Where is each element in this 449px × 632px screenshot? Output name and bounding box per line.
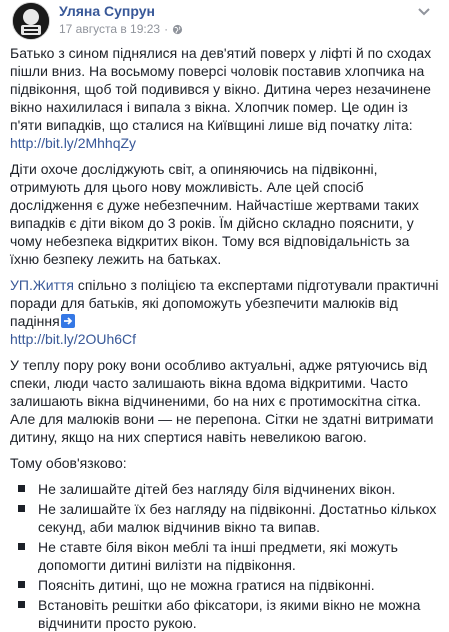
page-tag-link[interactable]: УП.Життя <box>10 277 74 293</box>
paragraph-1 <box>10 44 439 152</box>
tips-list <box>10 480 439 632</box>
paragraph-text: Діти охоче досліджують світ, а опиняючись на підвіконні, отримують для цього нову можливість. Але цей спосіб дослідження є дуже небезпечним. Найчастіше жертвами таких випадків є діти віком до 3 років. Їм дійсно складно пояснити, у чому небезпека відкритих вікон. Тому вся відповідальність за їхню безпеку лежить на батьках. <box>10 161 419 267</box>
list-item-text: Встановіть решітки або фіксатори, із якими вікно не можна відчинити просто рукою. <box>38 597 421 631</box>
paragraph-5 <box>10 454 439 472</box>
post-timestamp-link[interactable]: 17 августа в 19:23 <box>59 22 161 36</box>
avatar-image <box>13 3 49 39</box>
paragraph-2 <box>10 160 439 268</box>
paragraph-link[interactable]: http://bit.ly/2OUh6Cf <box>10 331 137 347</box>
list-item-text: Не залишайте їх без нагляду на підвіконні. Достатньо кількох секунд, аби малюк відчинив вікно та випав. <box>38 501 437 535</box>
black-square-icon <box>18 601 25 608</box>
chevron-down-icon[interactable] <box>417 4 431 14</box>
list-item-text: Не залишайте дітей без нагляду біля відчинених вікон. <box>38 481 396 497</box>
black-square-icon <box>18 485 25 492</box>
list-item <box>10 538 439 574</box>
list-item-text: Не ставте біля вікон меблі та інші предмети, які можуть допомогти дитині вилізти на підвіконня. <box>38 539 398 573</box>
author-name-link[interactable]: Уляна Супрун <box>59 3 155 19</box>
paragraph-text: У теплу пору року вони особливо актуальні, адже рятуючись від спеки, люди часто залишають вікна вдома відкритими. Часто залишають вікна відчиненими, бо на них є протимоскітна сітка. Але для малюків вони — не перепона. Сітки не здатні витримати дитину, якщо на них спертися навіть невеликою вагою. <box>10 357 434 445</box>
avatar[interactable] <box>12 2 50 40</box>
arrow-right-icon <box>61 314 75 328</box>
paragraph-link[interactable]: http://bit.ly/2MhhqZy <box>10 135 137 151</box>
list-item <box>10 480 439 498</box>
post-meta <box>59 22 183 36</box>
list-item-text: Поясніть дитині, що не можна гратися на підвіконні. <box>38 577 375 593</box>
list-item <box>10 576 439 594</box>
black-square-icon <box>18 581 25 588</box>
globe-icon[interactable] <box>172 24 183 35</box>
black-square-icon <box>18 505 25 512</box>
list-item <box>10 500 439 536</box>
paragraph-text: спільно з поліцією та експертами підготували практичні поради для батьків, які допоможуть убезпечити малюків від падіння <box>10 277 439 329</box>
list-item <box>10 596 439 632</box>
post-body <box>10 44 439 632</box>
paragraph-text: Тому обов'язково: <box>10 455 127 471</box>
black-square-icon <box>18 543 25 550</box>
meta-separator: · <box>164 22 169 36</box>
paragraph-3 <box>10 276 439 348</box>
paragraph-text: Батько з сином піднялися на дев'ятий поверх у ліфті й по сходах пішли вниз. На восьмому поверсі чоловік поставив хлопчика на підвіконня, щоб той подивився у вікно. Дитина через незачинене вікно нахилилася і випала з вікна. Хлопчик помер. Це один із п'яти випадків, що сталися на Київщині лише від початку літа: <box>10 45 432 133</box>
paragraph-4 <box>10 356 439 446</box>
post-header <box>10 0 439 40</box>
